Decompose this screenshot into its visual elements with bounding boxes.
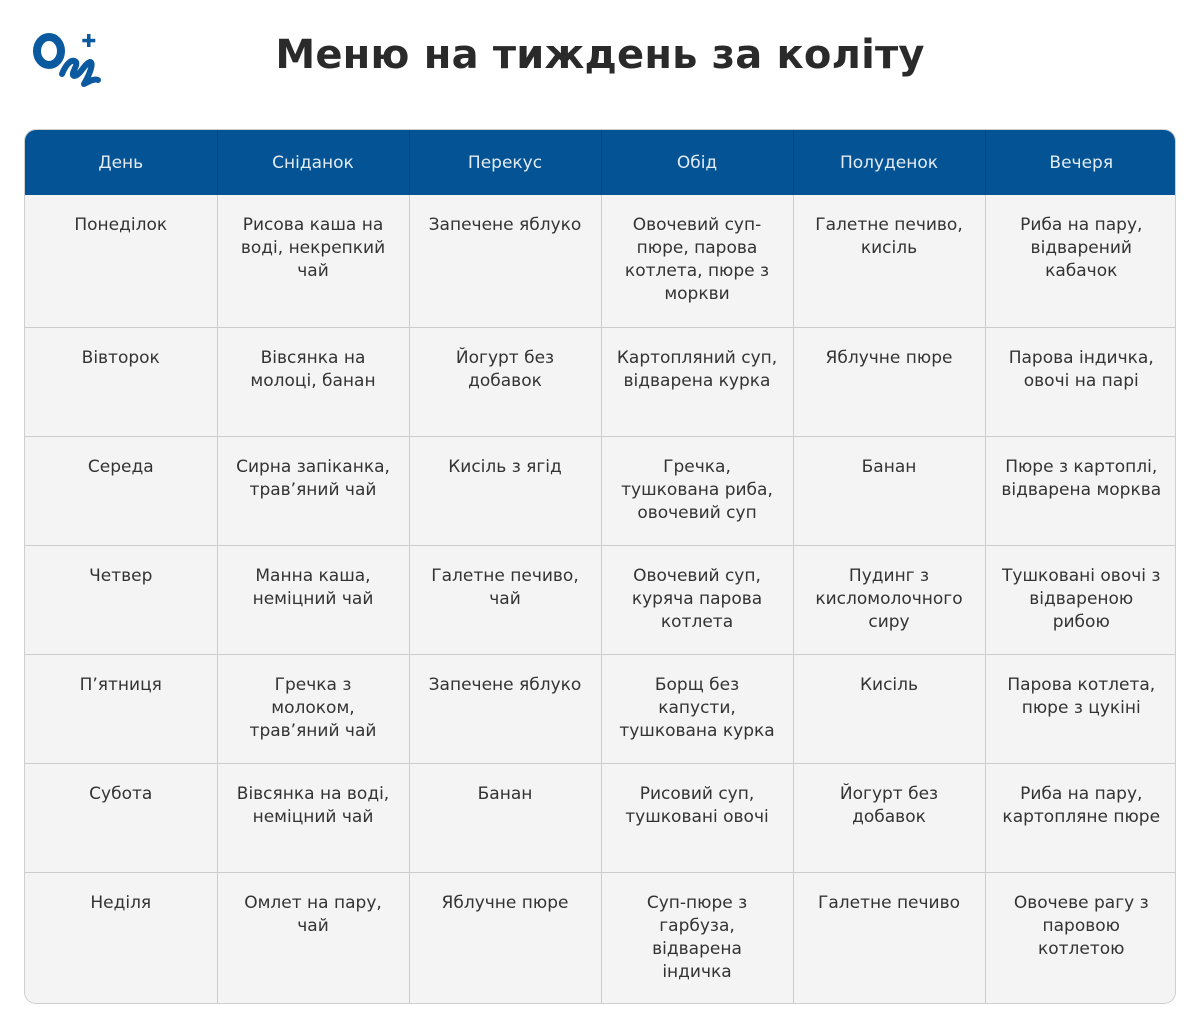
cell-dinner: Парова індичка, овочі на парі [985,327,1176,436]
table-row [25,654,1176,763]
cell-breakfast: Рисова каша на воді, некрепкий чай [217,195,409,327]
table-row [25,872,1176,1004]
col-header-afternoon-snack: Полуденок [793,130,985,195]
col-header-day: День [25,130,217,195]
cell-snack: Запечене яблуко [409,195,601,327]
col-header-dinner: Вечеря [985,130,1176,195]
table-row [25,436,1176,545]
cell-breakfast: Вівсянка на молоці, банан [217,327,409,436]
cell-dinner: Пюре з картоплі, відварена морква [985,436,1176,545]
cell-breakfast: Вівсянка на воді, неміцний чай [217,763,409,872]
cell-afternoon-snack: Галетне печиво [793,872,985,1004]
cell-afternoon-snack: Пудинг з кисломолочного сиру [793,545,985,654]
cell-dinner: Риба на пару, відварений кабачок [985,195,1176,327]
cell-dinner: Парова котлета, пюре з цукіні [985,654,1176,763]
cell-afternoon-snack: Яблучне пюре [793,327,985,436]
cell-lunch: Гречка, тушкована риба, овочевий суп [601,436,793,545]
col-header-lunch: Обід [601,130,793,195]
table-header-row [25,130,1176,195]
cell-dinner: Овочеве рагу з паровою котлетою [985,872,1176,1004]
page-title: Меню на тиждень за коліту [275,32,925,78]
cell-day: Четвер [25,545,217,654]
cell-snack: Галетне печиво, чай [409,545,601,654]
cell-day: Субота [25,763,217,872]
cell-lunch: Картопляний суп, відварена курка [601,327,793,436]
cell-day: П’ятниця [25,654,217,763]
cell-lunch: Суп-пюре з гарбуза, відварена індичка [601,872,793,1004]
cell-snack: Кисіль з ягід [409,436,601,545]
table-row [25,545,1176,654]
cell-dinner: Риба на пару, картопляне пюре [985,763,1176,872]
cell-breakfast: Сирна запіканка, трав’яний чай [217,436,409,545]
col-header-breakfast: Сніданок [217,130,409,195]
table-row [25,763,1176,872]
cell-breakfast: Гречка з молоком, трав’яний чай [217,654,409,763]
cell-snack: Запечене яблуко [409,654,601,763]
cell-day: Вівторок [25,327,217,436]
cell-afternoon-snack: Банан [793,436,985,545]
cell-lunch: Борщ без капусти, тушкована курка [601,654,793,763]
cell-snack: Яблучне пюре [409,872,601,1004]
cell-afternoon-snack: Йогурт без добавок [793,763,985,872]
menu-table [24,129,1176,1004]
cell-day: Середа [25,436,217,545]
cell-breakfast: Омлет на пару, чай [217,872,409,1004]
cell-day: Понеділок [25,195,217,327]
col-header-snack: Перекус [409,130,601,195]
cell-dinner: Тушковані овочі з відвареною рибою [985,545,1176,654]
cell-breakfast: Манна каша, неміцний чай [217,545,409,654]
table-row [25,195,1176,327]
table-row [25,327,1176,436]
cell-snack: Йогурт без добавок [409,327,601,436]
cell-day: Неділя [25,872,217,1004]
cell-snack: Банан [409,763,601,872]
cell-afternoon-snack: Галетне печиво, кисіль [793,195,985,327]
cell-afternoon-snack: Кисіль [793,654,985,763]
cell-lunch: Рисовий суп, тушковані овочі [601,763,793,872]
cell-lunch: Овочевий суп, куряча парова котлета [601,545,793,654]
cell-lunch: Овочевий суп-пюре, парова котлета, пюре з моркви [601,195,793,327]
